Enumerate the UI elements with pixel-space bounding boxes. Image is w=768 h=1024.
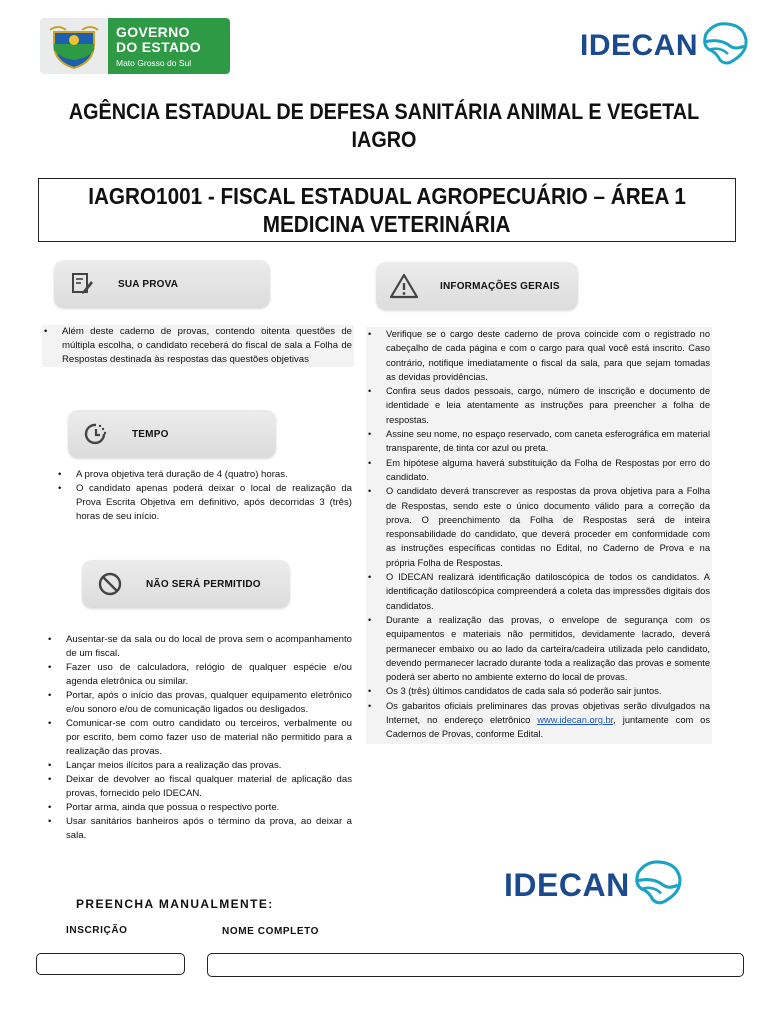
exam-code-title: IAGRO1001 - FISCAL ESTADUAL AGROPECUÁRIO – ÁREA 1 <box>88 183 686 209</box>
list-item: • Comunicar-se com outro candidato ou terceiros, verbalmente ou por escrito, bem como fazer uso de material não permitido para a realização das provas. <box>46 717 352 759</box>
warning-triangle-icon <box>384 266 424 306</box>
list-item: • O candidato deverá transcrever as respostas da prova objetiva para a Folha de Respostas, sendo este o único documento válido para a correção da prova. O preenchimento da Folha de Respostas será de inteira responsabilidade do candidato, que deverá proceder em conformidade com as instruções específicas contidas no Edital, no Caderno de Prova e na própria Folha de Respostas. <box>366 484 710 570</box>
list-sua-prova <box>42 325 354 367</box>
gov-line-governo: GOVERNO <box>116 23 190 40</box>
list-item: • A prova objetiva terá duração de 4 (quatro) horas. <box>56 468 352 482</box>
list-item: • Ausentar-se da sala ou do local de prova sem o acompanhamento de um fiscal. <box>46 633 352 661</box>
section-header-nao-permitido <box>82 560 290 608</box>
list-item: • Em hipótese alguma haverá substituição da Folha de Respostas por erro do candidato. <box>366 456 710 485</box>
section-label-nao-permitido: NÃO SERÁ PERMITIDO <box>146 578 261 590</box>
governo-text-block <box>108 18 230 74</box>
list-item: • Portar, após o início das provas, qualquer equipamento eletrônico e/ou sonoro e/ou de comunicação ligados ou desligados. <box>46 689 352 717</box>
list-item: • Verifique se o cargo deste caderno de prova coincide com o registrado no cabeçalho de cada página e com o cargo para qual você está inscrito. Caso contrário, notifique imediatamente o fiscal da sala, para que sejam tomadas as devidas providências. <box>366 327 710 384</box>
list-nao-permitido <box>46 633 352 843</box>
brazil-map-icon <box>632 858 684 913</box>
idecan-wordmark: IDECAN <box>504 866 630 903</box>
list-tempo <box>56 468 352 524</box>
list-informacoes-gerais <box>366 327 712 744</box>
agency-name: AGÊNCIA ESTADUAL DE DEFESA SANITÁRIA ANIMAL E VEGETAL <box>68 99 700 124</box>
list-item: • Usar sanitários banheiros após o término da prova, ao deixar a sala. <box>46 815 352 843</box>
section-header-informacoes-gerais <box>376 262 578 310</box>
list-item-gabaritos <box>366 699 710 742</box>
section-label-informacoes: INFORMAÇÕES GERAIS <box>440 280 560 292</box>
exam-specialty: MEDICINA VETERINÁRIA <box>263 211 511 237</box>
idecan-website-link[interactable]: www.idecan.org.br <box>537 715 614 726</box>
list-item: • Confira seus dados pessoais, cargo, número de inscrição e documento de identidade e leia atentamente as instruções para preencher a folha de respostas. <box>366 384 710 427</box>
list-item: • Durante a realização das provas, o envelope de segurança com os equipamentos e materiais não permitidos, devidamente lacrado, deverá permanecer embaixo ou ao lado da carteira/cadeira utilizada pelo candidato, devendo permanecer lacrado durante toda a realização das provas e somente poderá ser aberto no ambiente externo do local de provas. <box>366 613 710 684</box>
list-item: • Portar arma, ainda que possua o respectivo porte. <box>46 801 352 815</box>
gov-line-estado: DO ESTADO <box>116 38 201 55</box>
list-item: • Os 3 (três) últimos candidatos de cada sala só poderão sair juntos. <box>366 684 710 698</box>
clock-history-icon <box>76 414 116 454</box>
list-item: • Fazer uso de calculadora, relógio de qualquer espécie e/ou agenda eletrônica ou similar. <box>46 661 352 689</box>
idecan-wordmark: IDECAN <box>579 29 698 62</box>
governo-ms-logo <box>40 18 230 74</box>
list-item: • Além deste caderno de provas, contendo oitenta questões de múltipla escolha, o candidato receberá do fiscal de sala a Folha de Respostas destinada às respostas das questões objetivas <box>42 325 352 367</box>
state-coat-of-arms-icon <box>40 18 108 74</box>
exam-title-box <box>38 178 736 242</box>
gabaritos-text: Os gabaritos oficiais preliminares das provas objetivas serão divulgados na Internet, no endereço eletrônico <box>386 700 710 726</box>
section-header-sua-prova <box>54 260 270 308</box>
form-heading: PREENCHA MANUALMENTE: <box>76 897 274 911</box>
list-item: • O IDECAN realizará identificação datiloscópica de todos os candidatos. A identificação datiloscópica compreenderá a coleta das impressões digitais dos candidatos. <box>366 570 710 613</box>
inscricao-label: INSCRIÇÃO <box>66 925 128 936</box>
edit-document-icon <box>62 264 102 304</box>
agency-acronym: IAGRO <box>351 127 417 152</box>
idecan-logo-bottom <box>504 858 684 912</box>
list-item: • Deixar de devolver ao fiscal qualquer material de aplicação das provas, fornecido pelo IDECAN. <box>46 773 352 801</box>
list-item: • Lançar meios ilícitos para a realização das provas. <box>46 759 352 773</box>
brazil-map-icon <box>700 20 750 73</box>
gabaritos-text-end: , juntamente com os Cadernos de Provas, conforme Edital. <box>386 715 710 740</box>
prohibited-icon <box>90 564 130 604</box>
section-label-sua-prova: SUA PROVA <box>118 278 179 290</box>
section-label-tempo: TEMPO <box>132 428 169 440</box>
list-item: • Assine seu nome, no espaço reservado, com caneta esferográfica em material transparente, de tinta cor azul ou preta. <box>366 427 710 456</box>
nome-completo-field[interactable] <box>207 953 744 977</box>
gov-line-state-name: Mato Grosso do Sul <box>116 57 192 68</box>
list-item: • O candidato apenas poderá deixar o local de realização da Prova Escrita Objetiva em definitivo, após decorridas 3 (três) horas de seu início. <box>56 482 352 524</box>
agency-heading <box>56 98 711 154</box>
idecan-logo-top <box>580 22 750 70</box>
section-header-tempo <box>68 410 276 458</box>
nome-completo-label: NOME COMPLETO <box>222 926 320 937</box>
inscricao-field[interactable] <box>36 953 185 975</box>
